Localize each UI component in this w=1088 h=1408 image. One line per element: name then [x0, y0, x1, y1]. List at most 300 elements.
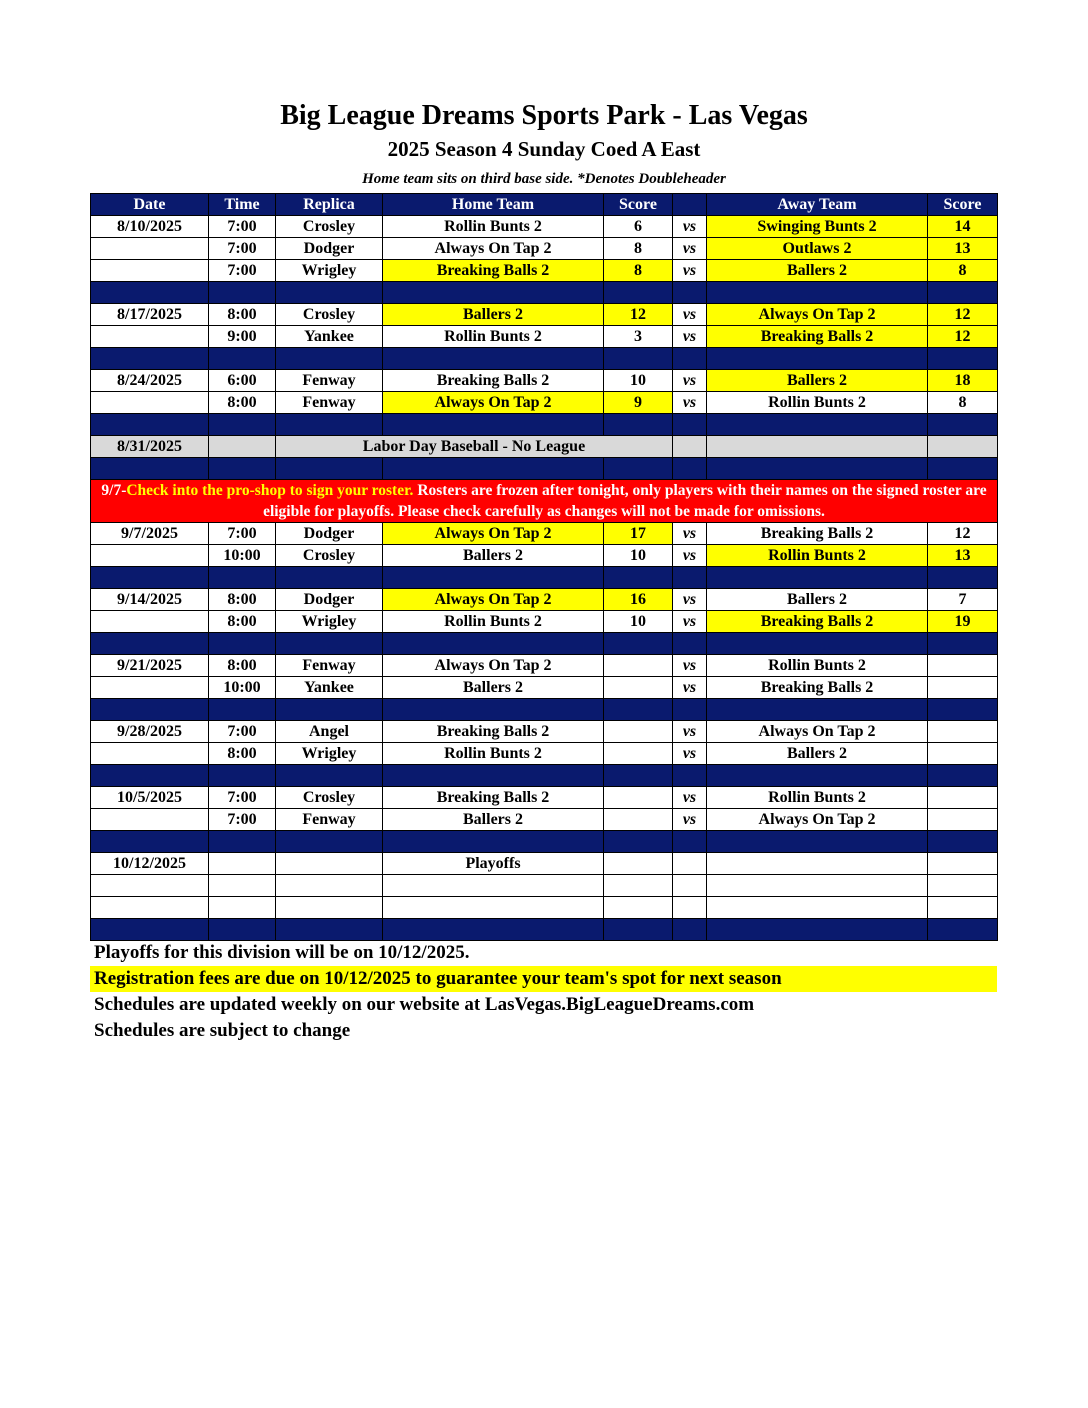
home-score-cell: 8	[604, 238, 673, 260]
separator-cell	[673, 458, 707, 480]
separator-row	[91, 282, 998, 304]
time-cell: 8:00	[209, 743, 276, 765]
home-score-cell	[604, 809, 673, 831]
col-header-away-team: Away Team	[707, 194, 928, 216]
col-header-time: Time	[209, 194, 276, 216]
time-cell	[209, 436, 276, 458]
separator-cell	[604, 414, 673, 436]
separator-cell	[209, 414, 276, 436]
separator-cell	[604, 458, 673, 480]
schedule-body	[91, 216, 998, 941]
table-row	[91, 677, 998, 699]
replica-cell: Wrigley	[276, 260, 383, 282]
home-score-cell: 17	[604, 523, 673, 545]
separator-cell	[91, 831, 209, 853]
separator-cell	[928, 919, 998, 941]
time-cell: 8:00	[209, 589, 276, 611]
vs-cell	[673, 875, 707, 897]
replica-cell: Fenway	[276, 392, 383, 414]
date-cell	[91, 809, 209, 831]
away-team-cell: Breaking Balls 2	[707, 677, 928, 699]
home-score-cell	[604, 677, 673, 699]
away-score-cell	[928, 809, 998, 831]
separator-cell	[276, 633, 383, 655]
home-team-cell: Ballers 2	[383, 809, 604, 831]
time-cell: 7:00	[209, 523, 276, 545]
replica-cell: Crosley	[276, 216, 383, 238]
time-cell: 7:00	[209, 238, 276, 260]
separator-row	[91, 414, 998, 436]
separator-cell	[673, 919, 707, 941]
home-team-cell	[383, 875, 604, 897]
date-cell	[91, 545, 209, 567]
away-score-cell	[928, 677, 998, 699]
separator-cell	[276, 567, 383, 589]
away-team-cell: Breaking Balls 2	[707, 611, 928, 633]
time-cell: 8:00	[209, 655, 276, 677]
home-score-cell: 10	[604, 611, 673, 633]
away-team-cell: Rollin Bunts 2	[707, 655, 928, 677]
away-team-cell: Rollin Bunts 2	[707, 787, 928, 809]
date-cell	[91, 326, 209, 348]
holiday-row	[91, 436, 998, 458]
date-cell: 9/7/2025	[91, 523, 209, 545]
away-score-cell: 13	[928, 545, 998, 567]
separator-cell	[209, 282, 276, 304]
separator-row	[91, 765, 998, 787]
vs-cell: vs	[673, 326, 707, 348]
separator-cell	[91, 919, 209, 941]
col-header-away-score: Score	[928, 194, 998, 216]
time-cell	[209, 875, 276, 897]
separator-cell	[91, 458, 209, 480]
separator-cell	[209, 633, 276, 655]
separator-cell	[707, 633, 928, 655]
col-header-replica: Replica	[276, 194, 383, 216]
home-team-cell: Playoffs	[383, 853, 604, 875]
date-cell	[91, 743, 209, 765]
away-team-cell: Rollin Bunts 2	[707, 545, 928, 567]
away-team-cell: Breaking Balls 2	[707, 326, 928, 348]
vs-cell: vs	[673, 392, 707, 414]
away-team-cell: Ballers 2	[707, 370, 928, 392]
time-cell: 7:00	[209, 787, 276, 809]
time-cell: 10:00	[209, 677, 276, 699]
table-row	[91, 260, 998, 282]
home-score-cell: 6	[604, 216, 673, 238]
table-row	[91, 809, 998, 831]
date-cell	[91, 392, 209, 414]
away-score-cell: 13	[928, 238, 998, 260]
replica-cell: Yankee	[276, 326, 383, 348]
separator-cell	[707, 567, 928, 589]
home-score-cell: 8	[604, 260, 673, 282]
home-team-cell: Rollin Bunts 2	[383, 743, 604, 765]
home-score-cell	[604, 853, 673, 875]
separator-row	[91, 919, 998, 941]
separator-row	[91, 458, 998, 480]
separator-cell	[604, 919, 673, 941]
separator-cell	[707, 831, 928, 853]
vs-cell: vs	[673, 611, 707, 633]
time-cell: 10:00	[209, 545, 276, 567]
away-team-cell	[707, 875, 928, 897]
away-score-cell: 8	[928, 260, 998, 282]
away-score-cell	[928, 853, 998, 875]
separator-cell	[91, 765, 209, 787]
notice-prefix: 9/7-	[101, 482, 127, 499]
home-team-cell: Rollin Bunts 2	[383, 216, 604, 238]
vs-cell: vs	[673, 787, 707, 809]
home-team-cell: Rollin Bunts 2	[383, 611, 604, 633]
separator-cell	[673, 348, 707, 370]
table-row	[91, 238, 998, 260]
separator-cell	[383, 458, 604, 480]
vs-cell: vs	[673, 304, 707, 326]
table-row	[91, 875, 998, 897]
home-score-cell	[604, 743, 673, 765]
table-row	[91, 787, 998, 809]
seating-note: Home team sits on third base side. *Denotes Doubleheader	[362, 171, 726, 187]
separator-cell	[209, 699, 276, 721]
footer-playoffs: Playoffs for this division will be on 10/12/2025.	[94, 942, 470, 963]
home-score-cell: 9	[604, 392, 673, 414]
replica-cell: Fenway	[276, 370, 383, 392]
vs-cell: vs	[673, 238, 707, 260]
separator-cell	[276, 831, 383, 853]
separator-cell	[928, 831, 998, 853]
away-team-cell: Breaking Balls 2	[707, 523, 928, 545]
replica-cell: Crosley	[276, 304, 383, 326]
separator-cell	[673, 567, 707, 589]
home-team-cell: Breaking Balls 2	[383, 370, 604, 392]
away-team-cell: Always On Tap 2	[707, 304, 928, 326]
vs-cell: vs	[673, 809, 707, 831]
table-row	[91, 392, 998, 414]
home-team-cell: Ballers 2	[383, 545, 604, 567]
home-score-cell: 3	[604, 326, 673, 348]
home-team-cell: Always On Tap 2	[383, 655, 604, 677]
replica-cell	[276, 897, 383, 919]
replica-cell: Angel	[276, 721, 383, 743]
away-team-cell: Rollin Bunts 2	[707, 392, 928, 414]
separator-cell	[604, 282, 673, 304]
table-row	[91, 216, 998, 238]
time-cell: 8:00	[209, 611, 276, 633]
roster-notice-row	[91, 480, 998, 523]
away-score-cell: 12	[928, 523, 998, 545]
vs-cell: vs	[673, 721, 707, 743]
separator-cell	[604, 633, 673, 655]
away-score-cell	[928, 436, 998, 458]
home-score-cell: 16	[604, 589, 673, 611]
notice-rest: Rosters are frozen after tonight, only players with their names on the signed roster are eligible for playoffs. Please check carefully as changes will not be made for omissions.	[263, 482, 987, 520]
away-score-cell: 19	[928, 611, 998, 633]
separator-cell	[707, 699, 928, 721]
separator-cell	[673, 699, 707, 721]
date-cell: 8/24/2025	[91, 370, 209, 392]
separator-cell	[928, 567, 998, 589]
separator-cell	[707, 348, 928, 370]
away-score-cell	[928, 721, 998, 743]
separator-cell	[383, 282, 604, 304]
separator-cell	[604, 567, 673, 589]
separator-row	[91, 633, 998, 655]
away-score-cell: 7	[928, 589, 998, 611]
table-row	[91, 523, 998, 545]
vs-cell: vs	[673, 523, 707, 545]
col-header-home-score: Score	[604, 194, 673, 216]
table-row	[91, 655, 998, 677]
roster-notice	[91, 480, 998, 523]
separator-cell	[707, 765, 928, 787]
table-row	[91, 370, 998, 392]
table-row	[91, 853, 998, 875]
col-header-date: Date	[91, 194, 209, 216]
separator-cell	[209, 348, 276, 370]
replica-cell	[276, 853, 383, 875]
date-cell: 10/5/2025	[91, 787, 209, 809]
replica-cell: Dodger	[276, 589, 383, 611]
home-team-cell: Ballers 2	[383, 677, 604, 699]
separator-cell	[91, 282, 209, 304]
separator-cell	[383, 699, 604, 721]
time-cell: 7:00	[209, 721, 276, 743]
separator-cell	[928, 765, 998, 787]
time-cell	[209, 853, 276, 875]
home-score-cell	[604, 655, 673, 677]
replica-cell: Wrigley	[276, 611, 383, 633]
vs-cell: vs	[673, 677, 707, 699]
time-cell	[209, 897, 276, 919]
notice-highlight: Check into the pro-shop to sign your roster.	[126, 482, 414, 499]
vs-cell	[673, 853, 707, 875]
separator-cell	[91, 348, 209, 370]
footer-website: Schedules are updated weekly on our website at LasVegas.BigLeagueDreams.com	[94, 994, 755, 1015]
time-cell: 6:00	[209, 370, 276, 392]
away-score-cell: 18	[928, 370, 998, 392]
date-cell: 9/28/2025	[91, 721, 209, 743]
away-team-cell: Outlaws 2	[707, 238, 928, 260]
separator-cell	[604, 831, 673, 853]
separator-cell	[383, 765, 604, 787]
separator-cell	[209, 765, 276, 787]
table-row	[91, 545, 998, 567]
separator-cell	[383, 567, 604, 589]
separator-cell	[928, 414, 998, 436]
away-score-cell	[928, 743, 998, 765]
table-header-row	[91, 194, 998, 216]
separator-cell	[383, 919, 604, 941]
home-team-cell: Rollin Bunts 2	[383, 326, 604, 348]
separator-cell	[383, 831, 604, 853]
separator-cell	[209, 567, 276, 589]
separator-cell	[928, 633, 998, 655]
separator-cell	[928, 699, 998, 721]
separator-cell	[928, 282, 998, 304]
away-score-cell	[928, 897, 998, 919]
home-team-cell: Always On Tap 2	[383, 392, 604, 414]
separator-cell	[673, 765, 707, 787]
away-team-cell: Always On Tap 2	[707, 809, 928, 831]
separator-cell	[276, 699, 383, 721]
vs-cell: vs	[673, 545, 707, 567]
away-score-cell: 14	[928, 216, 998, 238]
away-score-cell	[928, 655, 998, 677]
vs-cell: vs	[673, 743, 707, 765]
separator-cell	[276, 458, 383, 480]
time-cell: 8:00	[209, 304, 276, 326]
replica-cell: Yankee	[276, 677, 383, 699]
separator-cell	[383, 348, 604, 370]
separator-cell	[673, 282, 707, 304]
page-subtitle: 2025 Season 4 Sunday Coed A East	[387, 137, 701, 161]
away-score-cell	[928, 875, 998, 897]
vs-cell: vs	[673, 589, 707, 611]
home-team-cell: Breaking Balls 2	[383, 260, 604, 282]
replica-cell: Dodger	[276, 523, 383, 545]
schedule-table	[90, 193, 998, 941]
replica-cell: Crosley	[276, 545, 383, 567]
separator-row	[91, 567, 998, 589]
separator-cell	[707, 414, 928, 436]
home-score-cell: 10	[604, 545, 673, 567]
home-team-cell: Always On Tap 2	[383, 589, 604, 611]
home-score-cell	[604, 721, 673, 743]
separator-cell	[276, 282, 383, 304]
vs-cell: vs	[673, 655, 707, 677]
date-cell	[91, 897, 209, 919]
home-score-cell: 10	[604, 370, 673, 392]
date-cell	[91, 611, 209, 633]
separator-cell	[383, 414, 604, 436]
replica-cell: Fenway	[276, 655, 383, 677]
separator-cell	[91, 567, 209, 589]
away-team-cell: Always On Tap 2	[707, 721, 928, 743]
date-cell: 8/17/2025	[91, 304, 209, 326]
time-cell: 8:00	[209, 392, 276, 414]
replica-cell: Crosley	[276, 787, 383, 809]
date-cell: 9/14/2025	[91, 589, 209, 611]
footer-registration: Registration fees are due on 10/12/2025 to guarantee your team's spot for next season	[90, 966, 997, 992]
vs-cell: vs	[673, 370, 707, 392]
home-team-cell: Breaking Balls 2	[383, 787, 604, 809]
separator-row	[91, 348, 998, 370]
time-cell: 7:00	[209, 260, 276, 282]
time-cell: 9:00	[209, 326, 276, 348]
vs-cell	[673, 436, 707, 458]
vs-cell: vs	[673, 216, 707, 238]
away-team-cell: Swinging Bunts 2	[707, 216, 928, 238]
table-row	[91, 721, 998, 743]
separator-cell	[276, 414, 383, 436]
separator-cell	[707, 458, 928, 480]
separator-cell	[707, 919, 928, 941]
separator-row	[91, 699, 998, 721]
separator-cell	[209, 919, 276, 941]
date-cell	[91, 238, 209, 260]
table-row	[91, 589, 998, 611]
home-team-cell	[383, 897, 604, 919]
away-team-cell: Ballers 2	[707, 589, 928, 611]
home-score-cell	[604, 787, 673, 809]
replica-cell: Dodger	[276, 238, 383, 260]
away-score-cell: 12	[928, 304, 998, 326]
separator-cell	[91, 699, 209, 721]
home-team-cell: Ballers 2	[383, 304, 604, 326]
separator-cell	[604, 765, 673, 787]
table-row	[91, 611, 998, 633]
away-score-cell: 8	[928, 392, 998, 414]
table-row	[91, 743, 998, 765]
table-row	[91, 897, 998, 919]
time-cell: 7:00	[209, 216, 276, 238]
col-header-vs	[673, 194, 707, 216]
date-cell	[91, 875, 209, 897]
vs-cell	[673, 897, 707, 919]
page-title: Big League Dreams Sports Park - Las Vegas	[280, 100, 808, 131]
date-cell	[91, 677, 209, 699]
away-team-cell	[707, 853, 928, 875]
home-team-cell: Always On Tap 2	[383, 238, 604, 260]
separator-cell	[276, 919, 383, 941]
separator-cell	[209, 831, 276, 853]
separator-cell	[383, 633, 604, 655]
table-row	[91, 326, 998, 348]
replica-cell: Fenway	[276, 809, 383, 831]
separator-cell	[604, 348, 673, 370]
time-cell: 7:00	[209, 809, 276, 831]
separator-cell	[928, 458, 998, 480]
home-score-cell	[604, 875, 673, 897]
table-row	[91, 304, 998, 326]
separator-cell	[673, 831, 707, 853]
date-cell: 9/21/2025	[91, 655, 209, 677]
separator-cell	[91, 633, 209, 655]
away-team-cell	[707, 897, 928, 919]
date-cell: 10/12/2025	[91, 853, 209, 875]
home-team-cell: Breaking Balls 2	[383, 721, 604, 743]
separator-cell	[673, 414, 707, 436]
separator-cell	[604, 699, 673, 721]
separator-row	[91, 831, 998, 853]
away-score-cell	[928, 787, 998, 809]
col-header-home-team: Home Team	[383, 194, 604, 216]
away-team-cell: Ballers 2	[707, 260, 928, 282]
separator-cell	[928, 348, 998, 370]
separator-cell	[673, 633, 707, 655]
date-cell: 8/31/2025	[91, 436, 209, 458]
separator-cell	[276, 765, 383, 787]
home-score-cell	[604, 897, 673, 919]
away-team-cell	[707, 436, 928, 458]
replica-cell	[276, 875, 383, 897]
away-team-cell: Ballers 2	[707, 743, 928, 765]
separator-cell	[91, 414, 209, 436]
date-cell: 8/10/2025	[91, 216, 209, 238]
away-score-cell: 12	[928, 326, 998, 348]
footer-subject: Schedules are subject to change	[94, 1020, 351, 1041]
holiday-text: Labor Day Baseball - No League	[276, 436, 673, 458]
vs-cell: vs	[673, 260, 707, 282]
separator-cell	[707, 282, 928, 304]
replica-cell: Wrigley	[276, 743, 383, 765]
date-cell	[91, 260, 209, 282]
separator-cell	[209, 458, 276, 480]
home-score-cell: 12	[604, 304, 673, 326]
separator-cell	[276, 348, 383, 370]
home-team-cell: Always On Tap 2	[383, 523, 604, 545]
